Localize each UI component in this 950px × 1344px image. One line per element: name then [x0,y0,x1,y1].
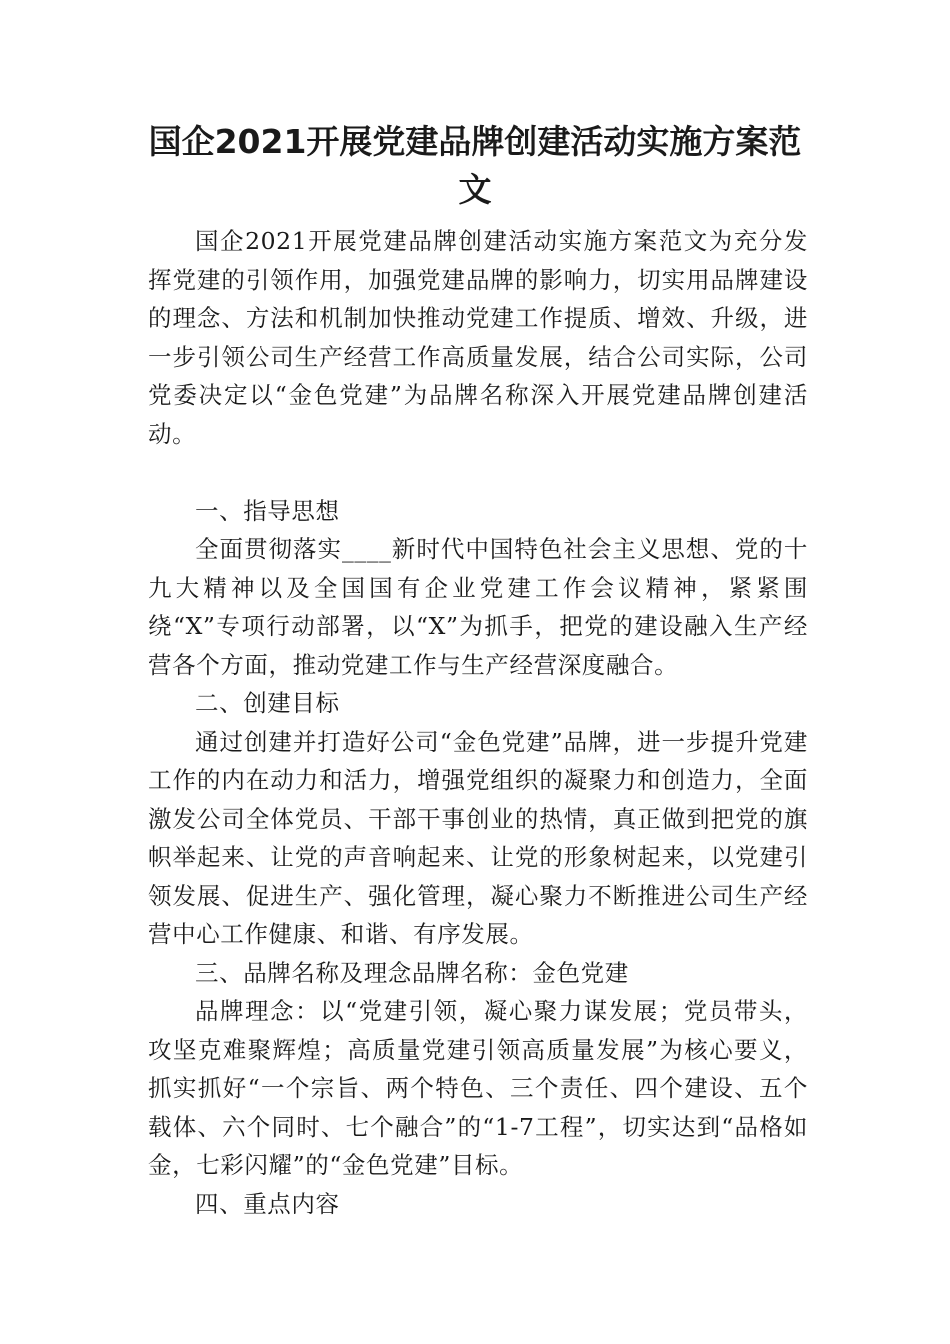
guiding-thought-paragraph: 全面贯彻落实____新时代中国特色社会主义思想、党的十九大精神以及全国国有企业党建工作会议精神，紧紧围绕“X”专项行动部署，以“X”为抓手，把党的建设融入生产经营各个方面，推动党建工作与生产经营深度融合。 [148,535,808,679]
brand-concept-paragraph: 品牌理念：以“党建引领，凝心聚力谋发展；党员带头，攻坚克难聚辉煌；高质量党建引领高质量发展”为核心要义，抓实抓好“一个宗旨、两个特色、三个责任、四个建设、五个载体、六个同时、七个融合”的“1-7工程”，切实达到“品格如金，七彩闪耀”的“金色党建”目标。 [148,997,808,1179]
section-heading-brand-name: 三、品牌名称及理念品牌名称：金色党建 [195,958,629,987]
document-body [148,222,808,1223]
section-heading-goals: 二、创建目标 [195,689,340,717]
section-heading-guiding-thought: 一、指导思想 [195,496,340,525]
goals-paragraph: 通过创建并打造好公司“金色党建”品牌，进一步提升党建工作的内在动力和活力，增强党组织的凝聚力和创造力，全面激发公司全体党员、干部干事创业的热情，真正做到把党的旗帜举起来、让党的声音响起来、让党的形象树起来，以党建引领发展、促进生产、强化管理，凝心聚力不断推进公司生产经营中心工作健康、和谐、有序发展。 [148,727,808,948]
intro-paragraph: 国企2021开展党建品牌创建活动实施方案范文为充分发挥党建的引领作用，加强党建品牌的影响力，切实用品牌建设的理念、方法和机制加快推动党建工作提质、增效、升级，进一步引领公司生产经营工作高质量发展，结合公司实际，公司党委决定以“金色党建”为品牌名称深入开展党建品牌创建活动。 [148,227,808,448]
paragraph-spacer [148,453,808,492]
document-title: 国企2021开展党建品牌创建活动实施方案范文 [148,122,802,209]
section-heading-key-content: 四、重点内容 [195,1189,340,1218]
